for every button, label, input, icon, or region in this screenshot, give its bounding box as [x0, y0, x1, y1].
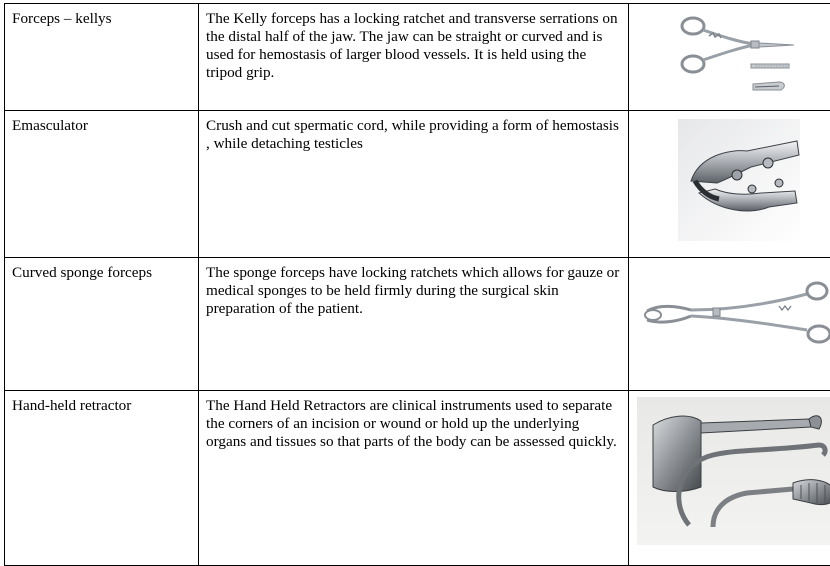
instrument-name: Forceps – kellys — [5, 4, 199, 111]
instrument-name: Hand-held retractor — [5, 391, 199, 566]
instrument-image-cell — [629, 391, 830, 566]
instrument-description: Crush and cut spermatic cord, while providing a form of hemostasis , while detaching testicles — [199, 111, 629, 258]
instrument-image-cell — [629, 111, 830, 258]
instrument-name: Emasculator — [5, 111, 199, 258]
instrument-description: The Hand Held Retractors are clinical instruments used to separate the corners of an incision or wound or hold up the underlying organs and tissues so that parts of the body can be assessed quickly. — [199, 391, 629, 566]
emasculator-image — [629, 111, 830, 251]
instrument-table — [4, 3, 830, 566]
table-row — [5, 391, 830, 566]
table-row — [5, 111, 830, 258]
instrument-name: Curved sponge forceps — [5, 258, 199, 391]
instrument-image-cell — [629, 4, 830, 111]
instrument-description: The Kelly forceps has a locking ratchet and transverse serrations on the distal half of the jaw. The jaw can be straight or curved and is used for hemostasis of larger blood vessels. It is held using the tripod grip. — [199, 4, 629, 111]
retractor-image — [629, 391, 830, 559]
kelly-forceps-image — [629, 4, 830, 104]
table-row — [5, 4, 830, 111]
instrument-image-cell — [629, 258, 830, 391]
sponge-forceps-image — [629, 258, 830, 384]
instrument-description: The sponge forceps have locking ratchets which allows for gauze or medical sponges to be held firmly during the surgical skin preparation of the patient. — [199, 258, 629, 391]
table-row — [5, 258, 830, 391]
